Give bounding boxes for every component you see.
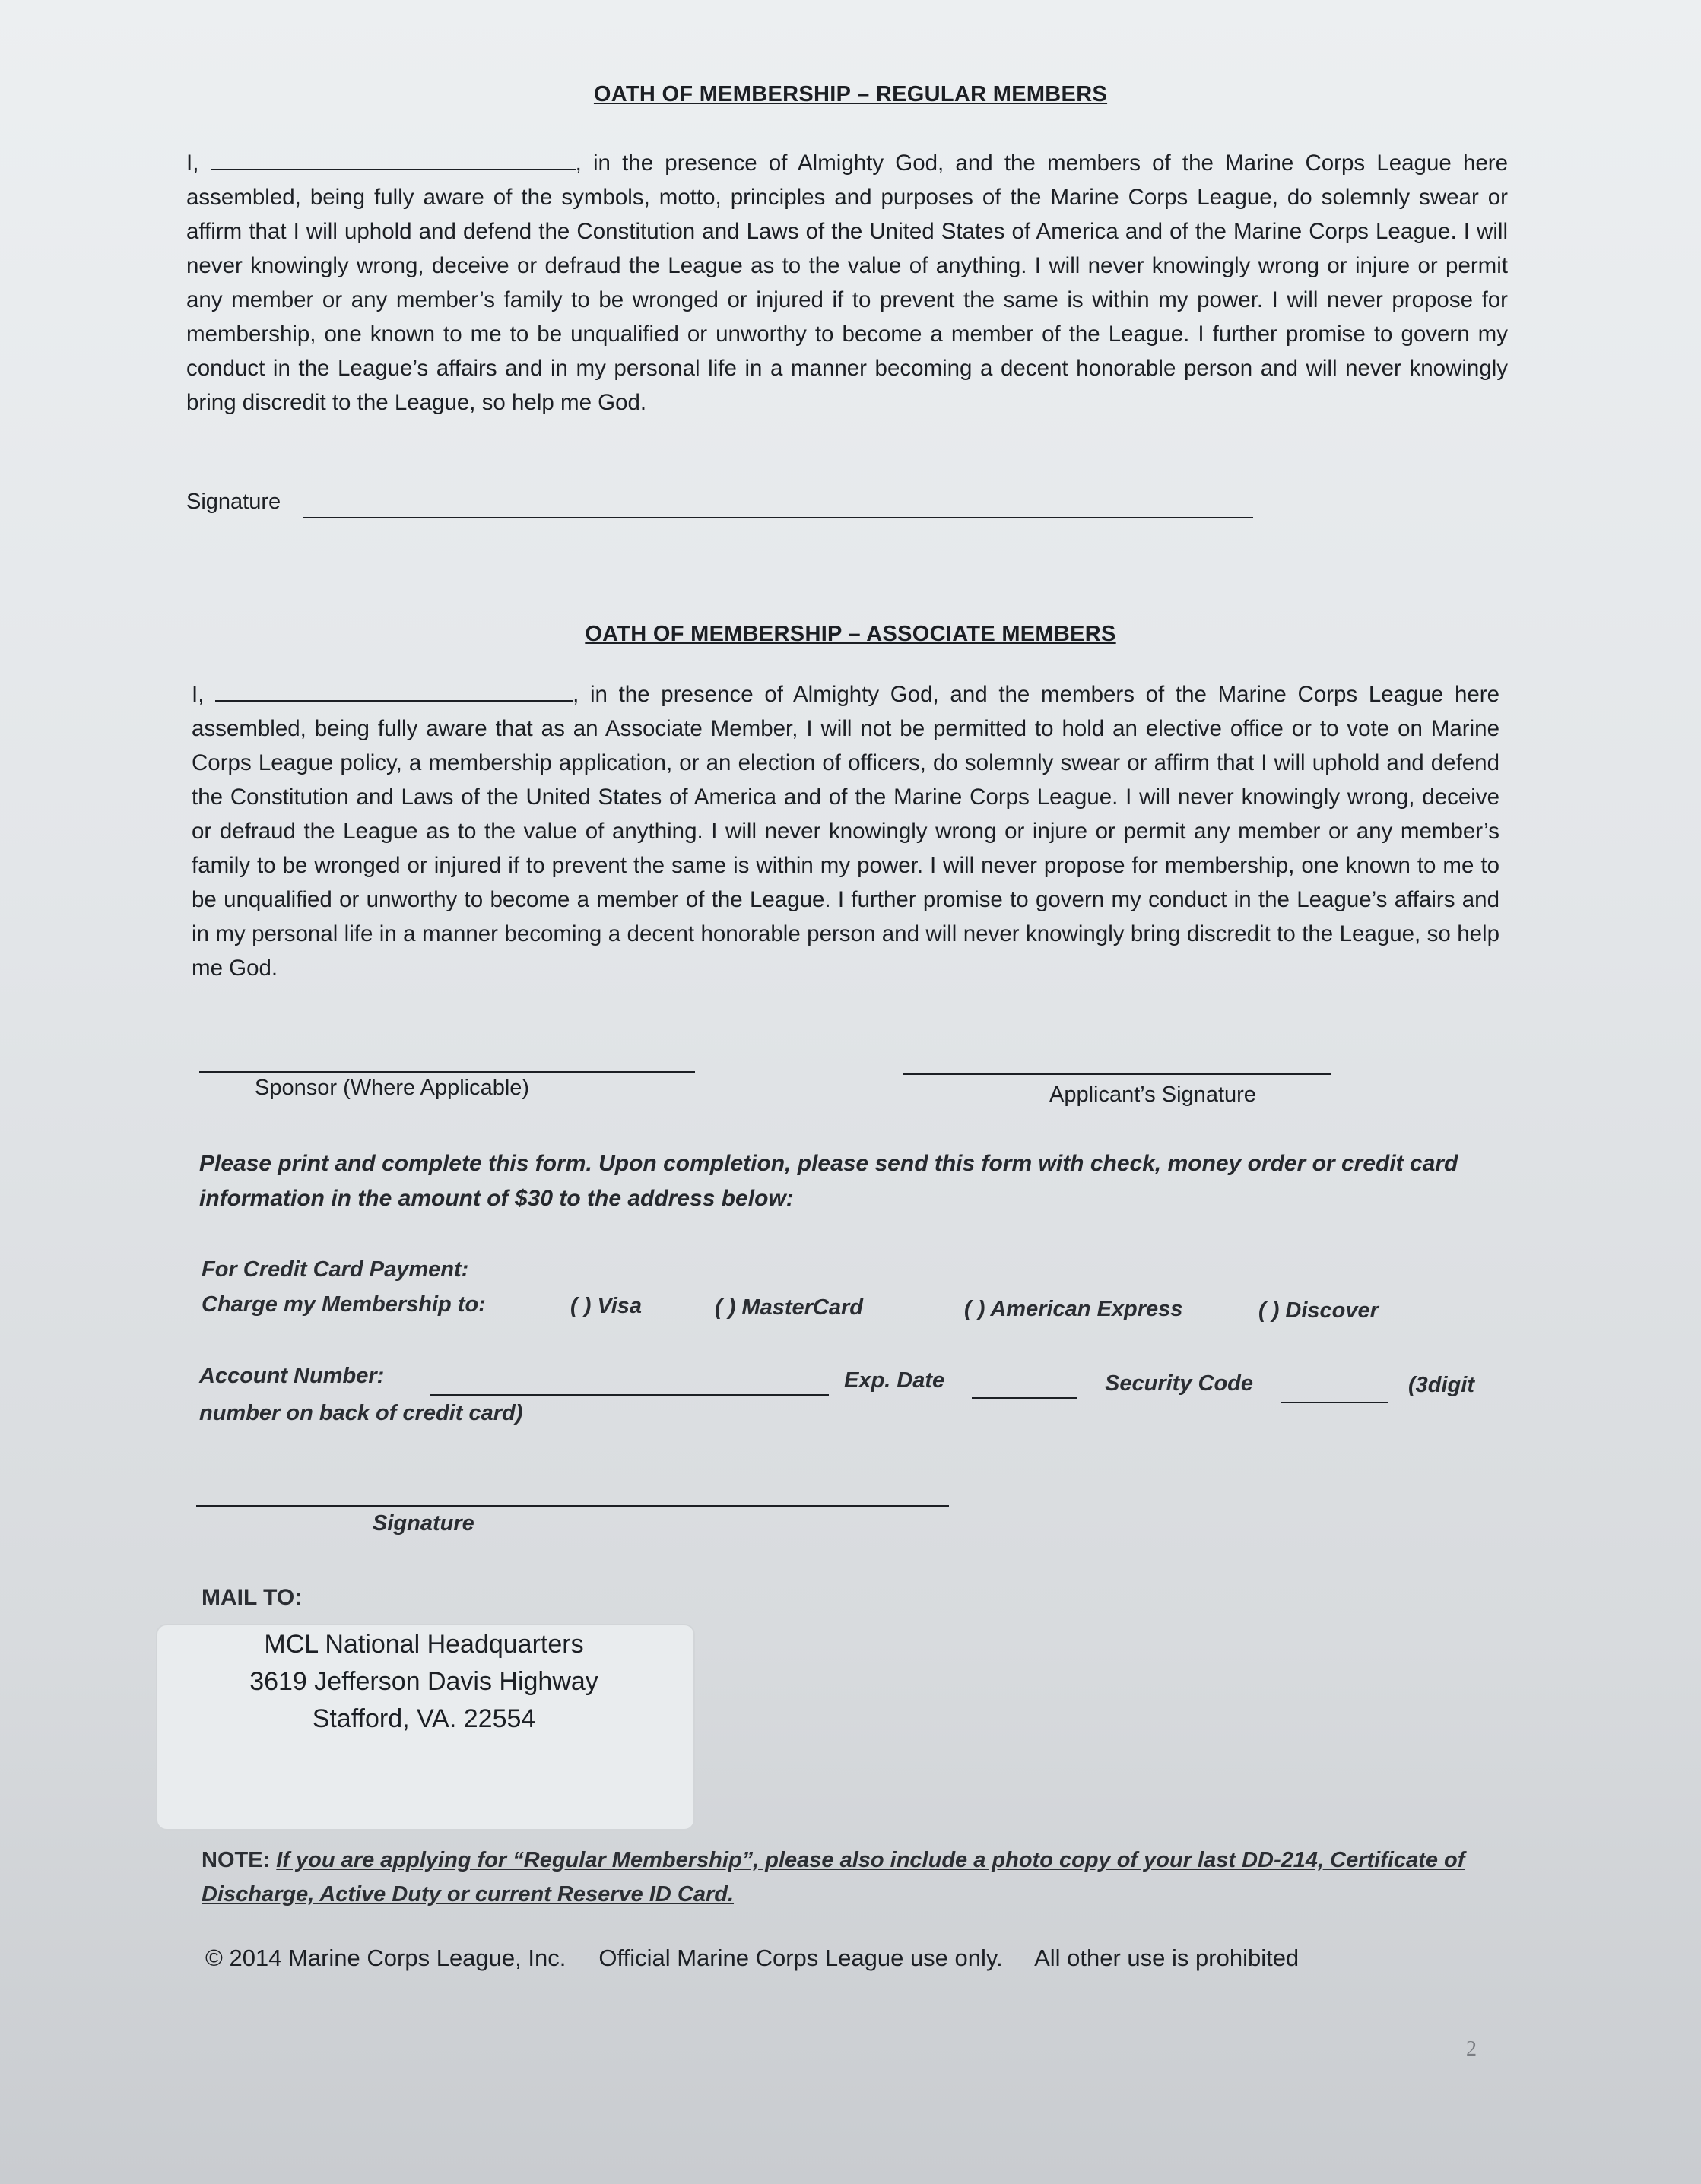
regular-oath-i: I, — [186, 151, 199, 176]
note-text: If you are applying for “Regular Membership”, please also include a photo copy of your last DD-214, Certificate of Discharge, Active Duty or current Reserve ID Card. — [202, 1848, 1465, 1907]
regular-oath-text — [186, 146, 1508, 420]
address-line-3: Stafford, VA. 22554 — [312, 1704, 536, 1733]
mail-to-label: MAIL TO: — [202, 1585, 303, 1610]
security-code-label: Security Code — [1105, 1371, 1253, 1396]
copyright-text: © 2014 Marine Corps League, Inc. — [205, 1945, 566, 1971]
note-label: NOTE: — [202, 1848, 271, 1872]
applicant-signature-line[interactable] — [903, 1073, 1331, 1075]
regular-oath-heading: OATH OF MEMBERSHIP – REGULAR MEMBERS — [593, 82, 1108, 106]
security-note-b: number on back of credit card) — [199, 1401, 523, 1425]
footer — [205, 1945, 1299, 1972]
prohibited-text: All other use is prohibited — [1034, 1945, 1300, 1971]
regular-signature-line[interactable] — [303, 517, 1253, 518]
regular-oath-body: , in the presence of Almighty God, and the members of the Marine Corps League here assembled, being fully aware of the symbols, motto, principles and purposes of the Marine Corps League, do solemnly swear or affirm that I will uphold and defend the Constitution and Laws of the United States of America and of the Marine Corps League. I will never knowingly wrong, deceive or defraud the League as to the value of anything. I will never knowingly wrong or injure or permit any member or any member’s family to be wronged or injured if to prevent the same is within my power. I will never propose for membership, one known to me to be unqualified or unworthy to become a member of the League. I further promise to govern my conduct in the League’s affairs and in my personal life in a manner becoming a decent honorable person and will never knowingly bring discredit to the League, so help me God. — [186, 151, 1508, 415]
address-line-1: MCL National Headquarters — [264, 1630, 584, 1659]
discover-option[interactable]: ( ) Discover — [1258, 1298, 1379, 1323]
associate-oath-body: , in the presence of Almighty God, and the members of the Marine Corps League here assembled, being fully aware that as an Associate Member, I will not be permitted to hold an elective office or to vote on Marine Corps League policy, a membership application, or an election of officers, do solemnly swear or affirm that I will uphold and defend the Constitution and Laws of the United States of America and of the Marine Corps League. I will never knowingly wrong, deceive or defraud the League as to the value of anything. I will never knowingly wrong or injure or permit any member or any member’s family to be wronged or injured if to prevent the same is within my power. I will never propose for membership, one known to me to be unqualified or unworthy to become a member of the League. I further promise to govern my conduct in the League’s affairs and in my personal life in a manner becoming a decent honorable person and will never knowingly bring discredit to the League, so help me God. — [192, 682, 1499, 981]
associate-oath-text — [192, 677, 1499, 985]
exp-date-label: Exp. Date — [844, 1368, 945, 1393]
visa-option[interactable]: ( ) Visa — [570, 1294, 643, 1318]
credit-card-heading: For Credit Card Payment: — [202, 1257, 469, 1282]
payment-instructions: Please print and complete this form. Upon completion, please send this form with check, money order or credit card information in the amount of $30 to the address below: — [199, 1151, 1458, 1211]
regular-name-blank[interactable] — [211, 154, 576, 170]
associate-oath-i: I, — [192, 682, 205, 707]
security-note-a: (3digit — [1408, 1373, 1474, 1397]
official-use-text: Official Marine Corps League use only. — [598, 1945, 1003, 1971]
security-code-field[interactable] — [1281, 1402, 1388, 1403]
address-line-2: 3619 Jefferson Davis Highway — [249, 1667, 598, 1696]
card-signature-line[interactable] — [196, 1505, 949, 1507]
sponsor-signature-line[interactable] — [199, 1071, 695, 1073]
account-number-label: Account Number: — [199, 1364, 385, 1388]
applicant-signature-label: Applicant’s Signature — [1049, 1082, 1256, 1107]
page-number: 2 — [1466, 2037, 1477, 2061]
regular-signature-label: Signature — [186, 490, 281, 514]
associate-name-blank[interactable] — [215, 685, 573, 702]
charge-label: Charge my Membership to: — [202, 1292, 486, 1317]
card-signature-label: Signature — [373, 1511, 474, 1536]
note-block — [202, 1843, 1494, 1912]
american-express-option[interactable]: ( ) American Express — [964, 1297, 1183, 1321]
exp-date-field[interactable] — [972, 1397, 1077, 1399]
sponsor-label: Sponsor (Where Applicable) — [255, 1076, 530, 1100]
associate-oath-heading: OATH OF MEMBERSHIP – ASSOCIATE MEMBERS — [585, 622, 1116, 646]
account-number-field[interactable] — [430, 1394, 829, 1396]
mastercard-option[interactable]: ( ) MasterCard — [715, 1295, 863, 1320]
